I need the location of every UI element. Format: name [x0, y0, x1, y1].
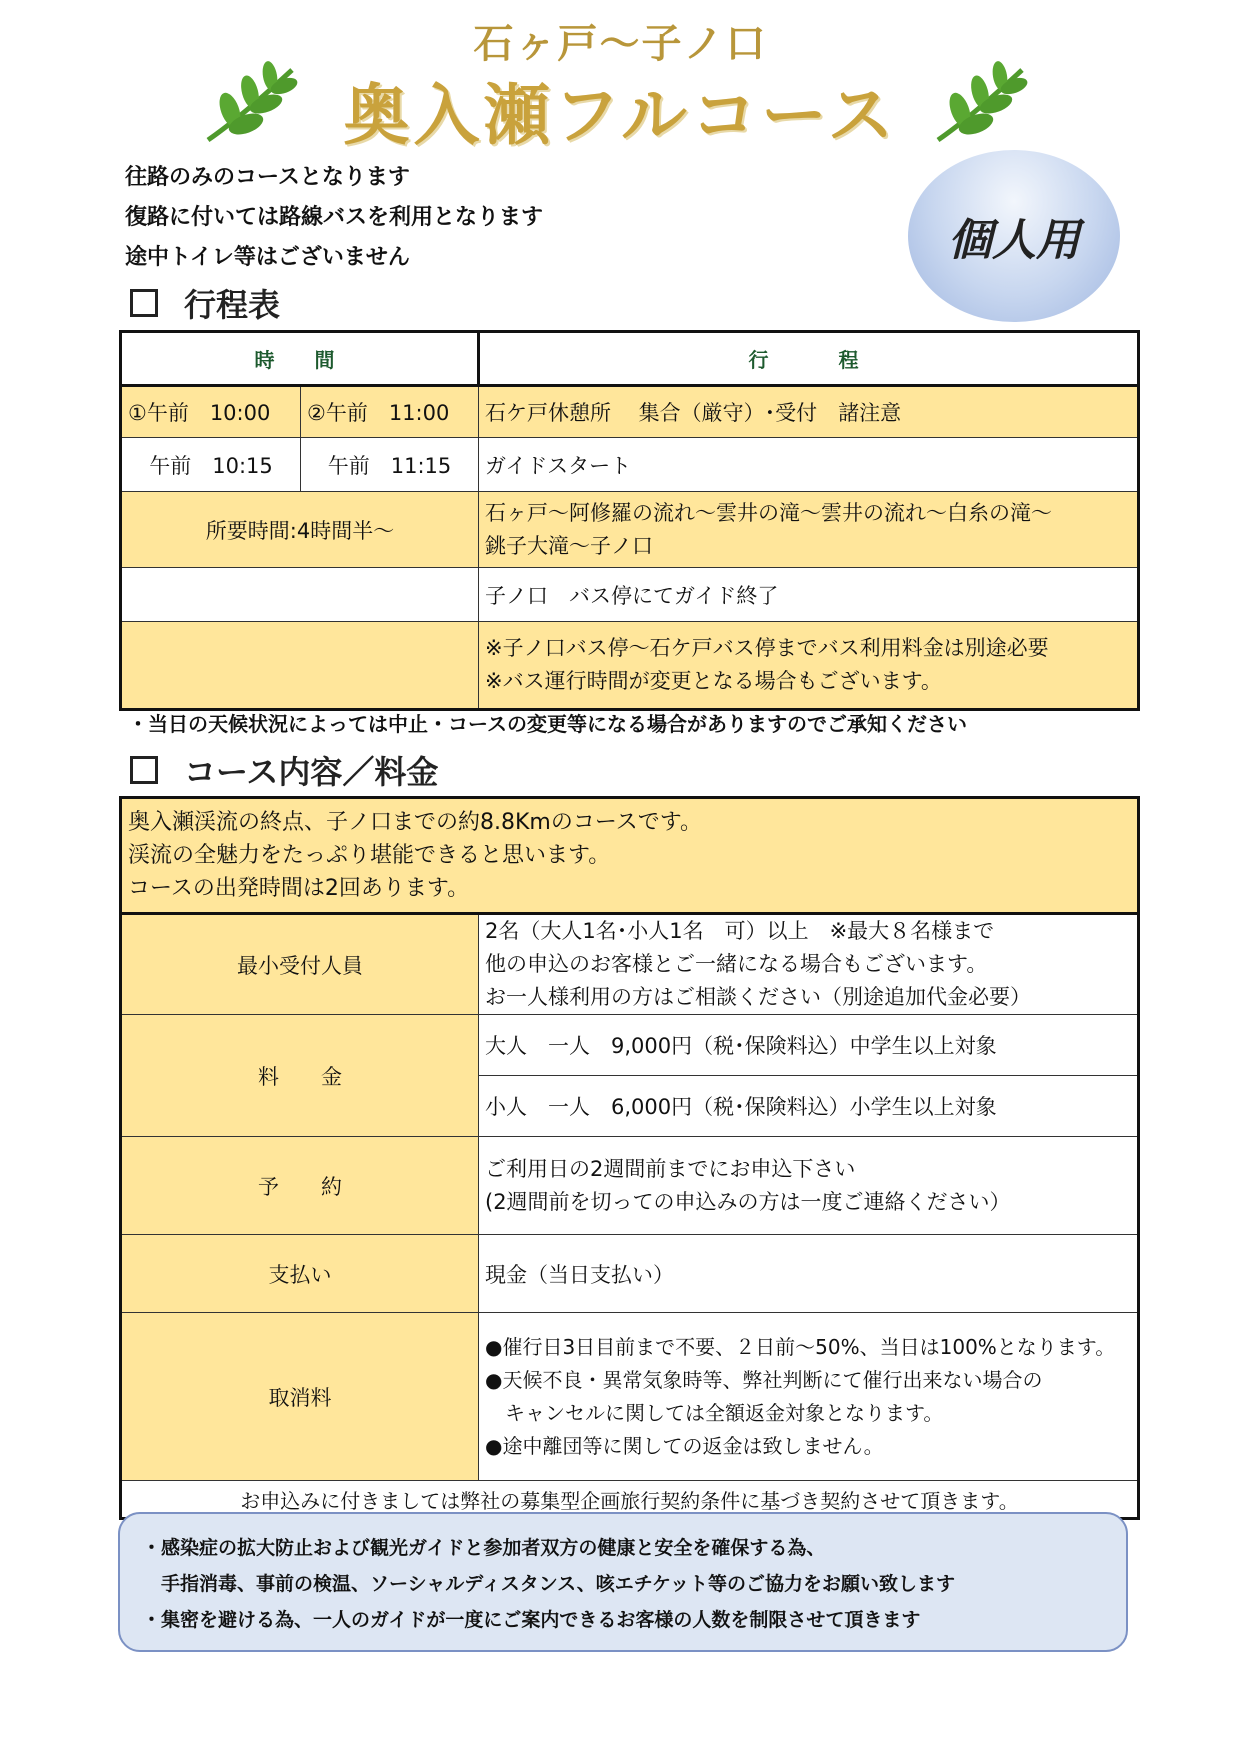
start-time-1: ①午前 10:00 — [121, 386, 301, 438]
checkbox-square-icon — [130, 289, 158, 317]
cancellation-value — [479, 1313, 1139, 1481]
cancel-line: キャンセルに関しては全額返金対象となります。 — [485, 1400, 944, 1425]
fee-label: 料 金 — [121, 1015, 479, 1137]
table-row — [121, 798, 1139, 914]
table-row — [121, 1235, 1139, 1313]
reserve-line: (2週間前を切っての申込みの方は一度ご連絡ください） — [485, 1189, 1011, 1214]
intro-line: コースの出発時間は2回あります。 — [128, 876, 470, 901]
cancel-line: ●途中離団等に関しての返金は致しません。 — [485, 1433, 884, 1458]
itinerary-cell: 子ノ口 バス停にてガイド終了 — [479, 568, 1139, 622]
cancel-line: ●催行日3日目前まで不要、２日前〜50%、当日は100%となります。 — [485, 1334, 1116, 1359]
intro-line: 奥入瀬渓流の終点、子ノ口までの約8.8Kmのコースです。 — [128, 810, 702, 835]
start-time-1: 午前 10:15 — [121, 438, 301, 492]
table-row — [121, 1015, 1139, 1076]
cancel-line: ●天候不良・異常気象時等、弊社判断にて催行出来ない場合の — [485, 1367, 1043, 1392]
itinerary-line: ※バス運行時間が変更となる場合もございます。 — [485, 669, 942, 693]
course-notes — [125, 158, 543, 278]
col-time-header: 時 間 — [121, 332, 479, 386]
itinerary-cell — [479, 622, 1139, 710]
page-title: 奥入瀬フルコース — [343, 77, 898, 154]
payment-label: 支払い — [121, 1235, 479, 1313]
table-row — [121, 386, 1139, 438]
start-time-2: ②午前 11:00 — [301, 386, 479, 438]
start-time-2: 午前 11:15 — [301, 438, 479, 492]
reserve-line: ご利用日の2週間前までにお申込下さい — [485, 1156, 856, 1181]
personal-badge-label: 個人用 — [948, 215, 1080, 266]
note-line: 往路のみのコースとなります — [125, 165, 410, 190]
fee-adult: 大人 一人 9,000円（税･保険料込）中学生以上対象 — [479, 1015, 1139, 1076]
itinerary-line: ※子ノ口バス停〜石ケ戸バス停までバス利用料金は別途必要 — [485, 636, 1049, 660]
itinerary-line: 石ヶ戸〜阿修羅の流れ〜雲井の滝〜雲井の流れ〜白糸の滝〜 — [485, 500, 1052, 525]
min-participants-label: 最小受付人員 — [121, 914, 479, 1015]
itinerary-line: 銚子大滝〜子ノ口 — [485, 533, 653, 558]
notice-line: ・感染症の拡大防止および観光ガイドと参加者双方の健康と安全を確保する為、 — [142, 1537, 826, 1559]
notice-line: 手指消毒、事前の検温、ソーシャルディスタンス、咳エチケット等のご協力をお願い致します — [142, 1573, 956, 1595]
course-intro — [121, 798, 1139, 914]
note-line: 途中トイレ等はございません — [125, 245, 410, 270]
personal-badge — [908, 150, 1120, 322]
min-participants-value — [479, 914, 1139, 1015]
checkbox-square-icon — [130, 756, 158, 784]
min-line: 他の申込のお客様とご一緒になる場合もございます。 — [485, 952, 988, 976]
table-row — [121, 492, 1139, 568]
payment-value: 現金（当日支払い） — [479, 1235, 1139, 1313]
course-heading-label: コース内容／料金 — [184, 753, 439, 791]
time-cell — [121, 568, 479, 622]
leaf-icon — [200, 58, 300, 148]
itinerary-cell: ガイドスタート — [479, 438, 1139, 492]
min-line: 2名（大人1名･小人1名 可）以上 ※最大８名様まで — [485, 919, 995, 943]
reservation-label: 予 約 — [121, 1137, 479, 1235]
note-line: 復路に付いては路線バスを利用となります — [125, 205, 544, 230]
itinerary-cell — [479, 492, 1139, 568]
table-row — [121, 1137, 1139, 1235]
subtitle: 石ヶ戸〜子ノ口 — [473, 21, 768, 67]
reservation-value — [479, 1137, 1139, 1235]
schedule-heading-label: 行程表 — [184, 286, 281, 324]
intro-line: 渓流の全魅力をたっぷり堪能できると思います。 — [128, 843, 611, 868]
infection-prevention-notice — [118, 1512, 1128, 1652]
notice-line: ・集密を避ける為、一人のガイドが一度にご案内できるお客様の人数を制限させて頂きます — [142, 1609, 921, 1631]
cancellation-label: 取消料 — [121, 1313, 479, 1481]
contract-footer: お申込みに付きましては弊社の募集型企画旅行契約条件に基づき契約させて頂きます。 — [121, 1481, 1139, 1519]
time-cell — [121, 622, 479, 710]
table-row — [121, 622, 1139, 710]
col-itinerary-header: 行 程 — [479, 332, 1139, 386]
weather-warning: ・当日の天候状況によっては中止・コースの変更等になる場合がありますのでご承知ください — [128, 712, 967, 736]
table-row — [121, 568, 1139, 622]
table-row — [121, 438, 1139, 492]
itinerary-cell: 石ケ戸休憩所 集合（厳守）･受付 諸注意 — [479, 386, 1139, 438]
schedule-table — [119, 330, 1140, 711]
table-row — [121, 914, 1139, 1015]
fee-child: 小人 一人 6,000円（税･保険料込）小学生以上対象 — [479, 1076, 1139, 1137]
leaf-icon — [930, 58, 1030, 148]
min-line: お一人様利用の方はご相談ください（別途追加代金必要） — [485, 985, 1031, 1009]
duration-cell: 所要時間:4時間半〜 — [121, 492, 479, 568]
table-row — [121, 1313, 1139, 1481]
course-heading — [130, 747, 438, 793]
course-table — [119, 796, 1140, 1520]
schedule-heading — [130, 280, 280, 326]
